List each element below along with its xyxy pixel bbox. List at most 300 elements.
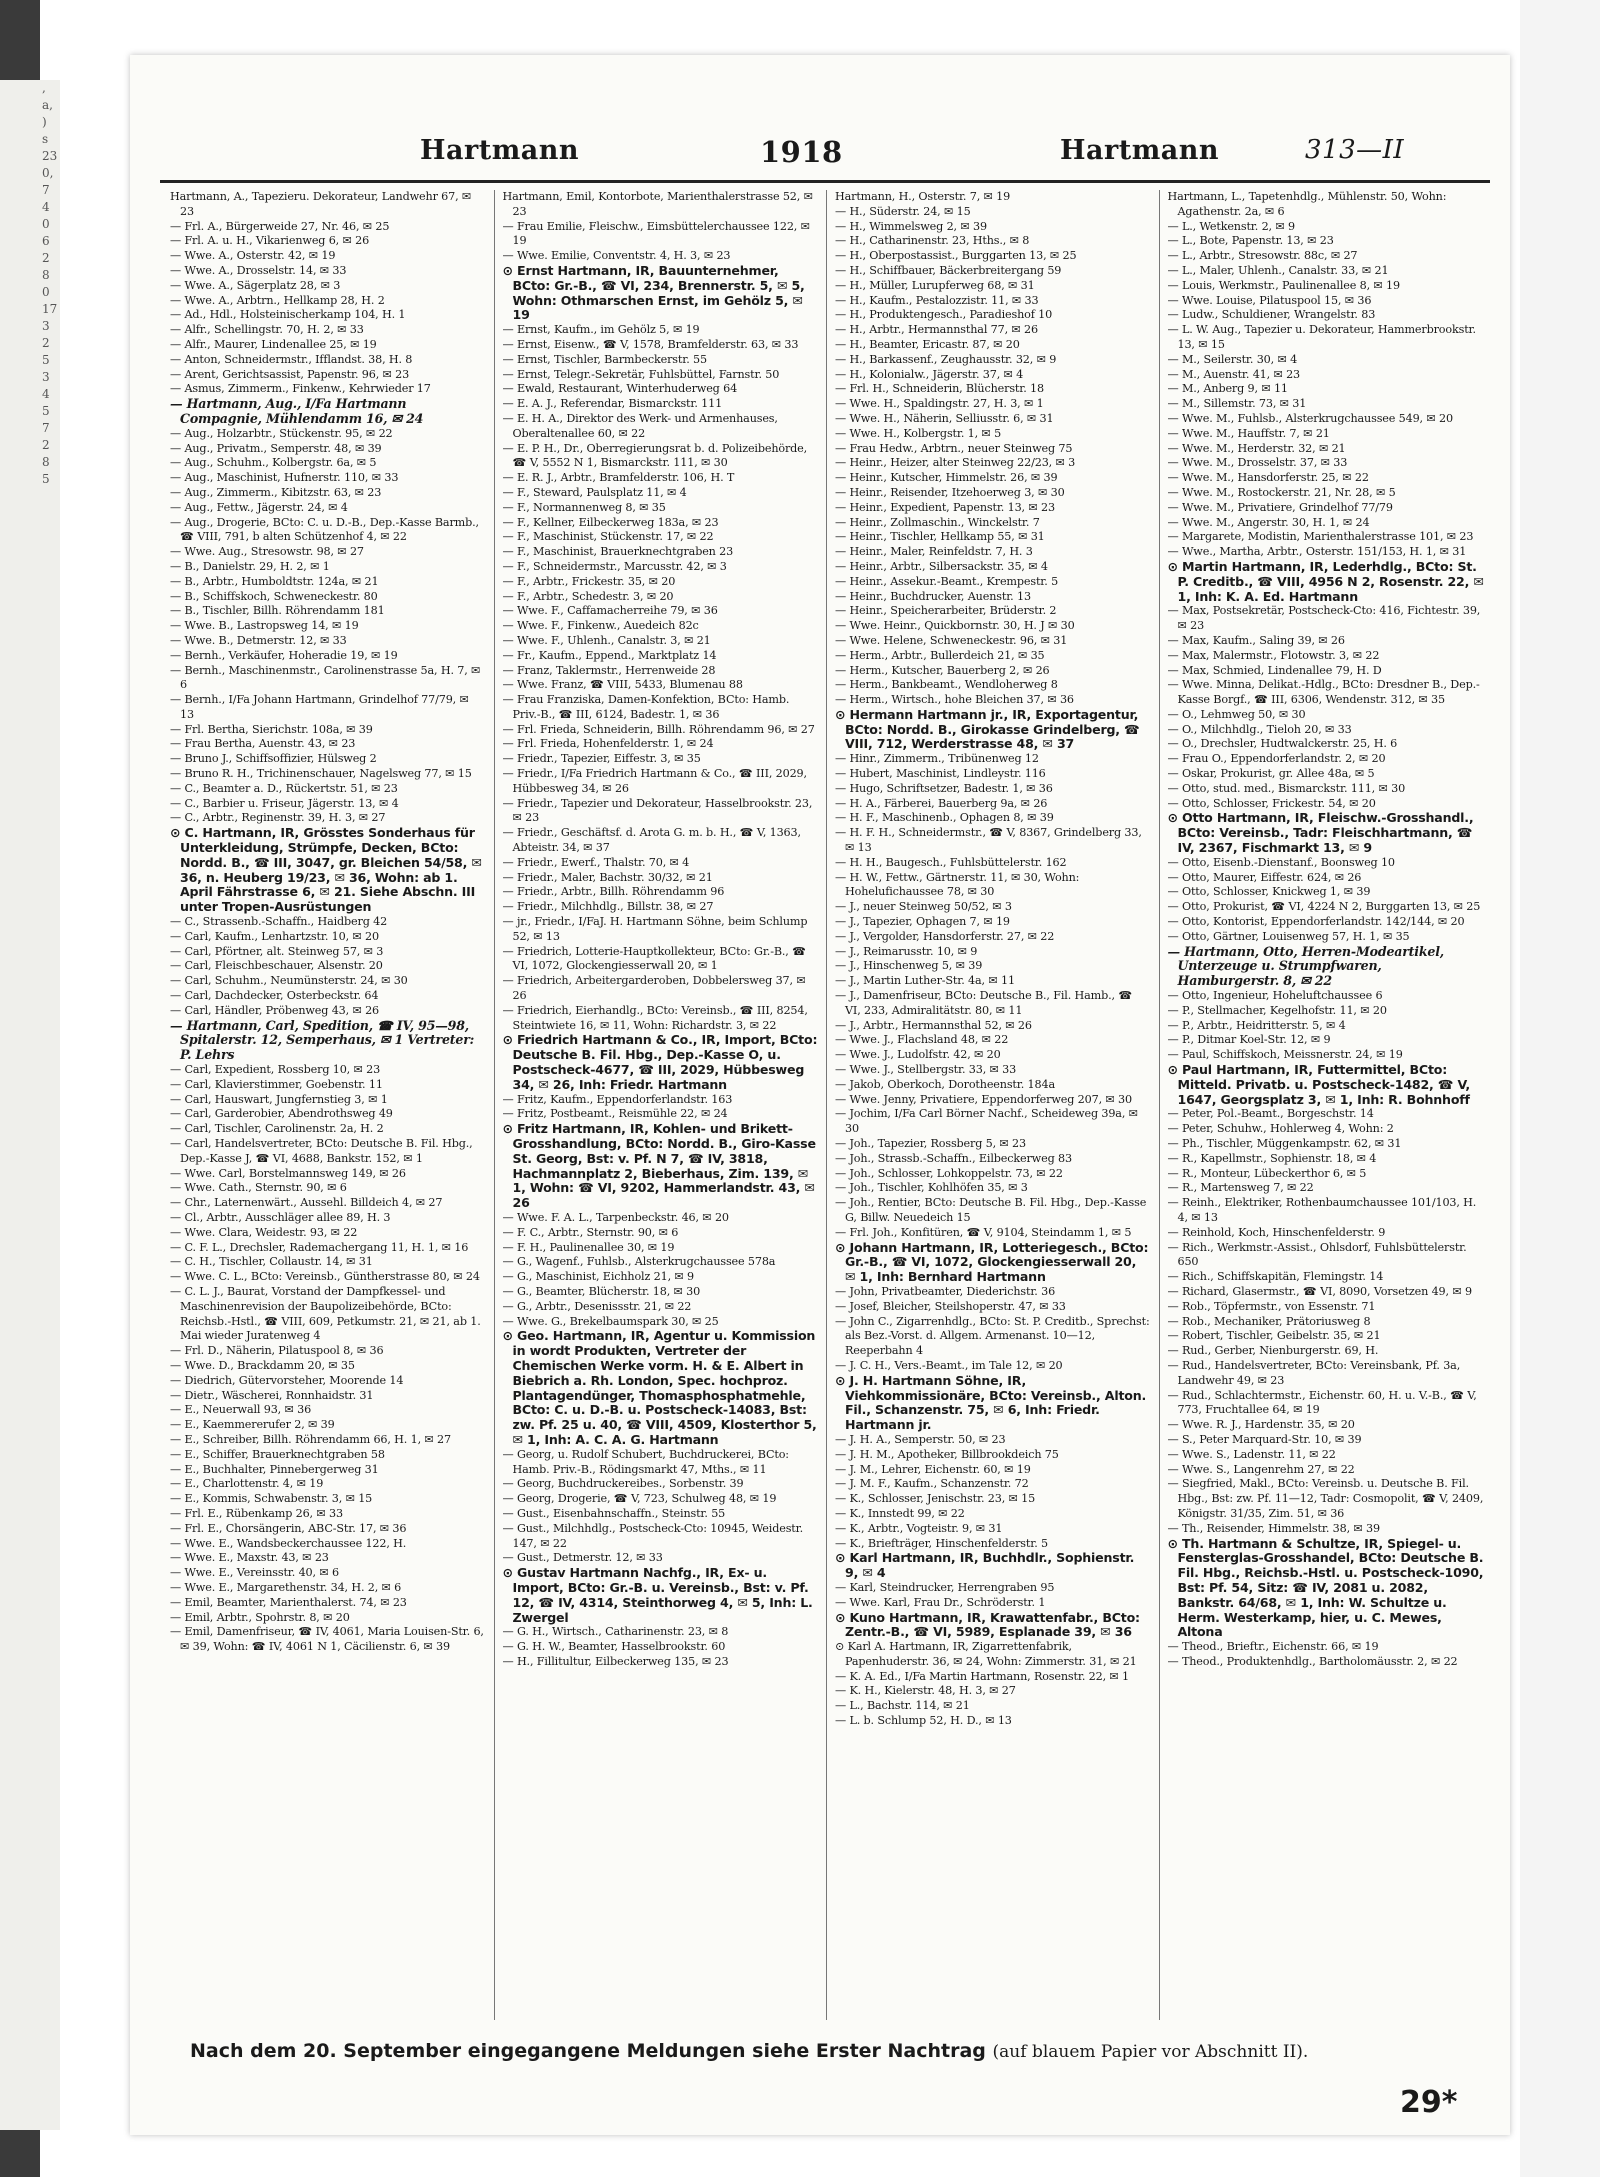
- facing-page-fragment: 5: [42, 472, 50, 486]
- directory-entry: ⊙ Kuno Hartmann, IR, Krawattenfabr., BCto: Zentr.-B., ☎ VI, 5989, Esplanade 39, ✉ 36: [835, 1609, 1140, 1640]
- directory-entry: — Wwe. B., Lastropsweg 14, ✉ 19: [170, 619, 359, 633]
- directory-entry: — Friedr., I/Fa Friedrich Hartmann & Co., ☎ III, 2029, Hübbesweg 34, ✉ 26: [502, 767, 807, 795]
- directory-entry: — Wwe. Helene, Schweneckestr. 96, ✉ 31: [835, 633, 1068, 647]
- directory-entry: — Wwe. Franz, ☎ VIII, 5433, Blumenau 88: [502, 678, 743, 692]
- directory-entry: ⊙ Fritz Hartmann, IR, Kohlen- und Brikett-Grosshandlung, BCto: Nordd. B., Giro-Kasse St. Georg, Bst: v. Pf. N 7, ☎ IV, 3818, Hachmannplatz 2, Bieberhaus, Zim. 139, ✉ 1, Wohn: ☎ VI, 9202, Hammerlandstr. 43, ✉ 26: [502, 1121, 816, 1211]
- directory-entry: — Ad., Hdl., Holsteinischerkamp 104, H. 1: [170, 308, 406, 322]
- directory-entry: — C., Beamter a. D., Rückertstr. 51, ✉ 23: [170, 781, 398, 795]
- directory-entry: — L., Bote, Papenstr. 13, ✉ 23: [1167, 234, 1334, 248]
- directory-entry: — Wwe. F., Uhlenh., Canalstr. 3, ✉ 21: [502, 633, 711, 647]
- directory-entry: — Heinr., Expedient, Papenstr. 13, ✉ 23: [835, 500, 1055, 514]
- directory-entry: — Wwe. Heinr., Quickbornstr. 30, H. J ✉ 30: [835, 619, 1075, 633]
- facing-page-fragment: a,: [42, 98, 53, 112]
- footer-notice-text: Nach dem 20. September eingegangene Meldungen siehe Erster Nachtrag: [190, 2040, 986, 2062]
- directory-entry: — Margarete, Modistin, Marienthalerstrasse 101, ✉ 23: [1167, 530, 1474, 544]
- directory-entry: — Aug., Fettw., Jägerstr. 24, ✉ 4: [170, 500, 348, 514]
- directory-entry: — E. A. J., Referendar, Bismarckstr. 111: [502, 397, 723, 411]
- directory-entry: — H., Arbtr., Hermannsthal 77, ✉ 26: [835, 323, 1038, 337]
- directory-entry: — Franz, Taklermstr., Herrenweide 28: [502, 663, 716, 677]
- directory-entry: — Ernst, Eisenw., ☎ V, 1578, Bramfelderstr. 63, ✉ 33: [502, 337, 799, 351]
- directory-entry: — Wwe. M., Privatiere, Grindelhof 77/79: [1167, 500, 1393, 514]
- directory-entry: — Heinr., Zollmaschin., Winckelstr. 7: [835, 515, 1040, 529]
- directory-entry: — P., Stellmacher, Kegelhofstr. 11, ✉ 20: [1167, 1003, 1387, 1017]
- directory-entry: — Theod., Produktenhdlg., Bartholomäusstr. 2, ✉ 22: [1167, 1654, 1458, 1668]
- directory-entry: — Heinr., Heizer, alter Steinweg 22/23, ✉ 3: [835, 456, 1076, 470]
- directory-entry: — J., Hinschenweg 5, ✉ 39: [835, 959, 983, 973]
- directory-entry: — M., Sillemstr. 73, ✉ 31: [1167, 397, 1307, 411]
- directory-entry: — Otto, stud. med., Bismarckstr. 111, ✉ 30: [1167, 781, 1406, 795]
- directory-entry: — Bernh., Verkäufer, Hoheradie 19, ✉ 19: [170, 648, 398, 662]
- directory-entry: — Fritz, Kaufm., Eppendorferlandstr. 163: [502, 1092, 733, 1106]
- directory-entry: — Wwe. F. A. L., Tarpenbeckstr. 46, ✉ 20: [502, 1210, 729, 1224]
- directory-entry: — Max, Malermstr., Flotowstr. 3, ✉ 22: [1167, 648, 1380, 662]
- facing-page-fragment: ): [42, 115, 47, 129]
- directory-entry: — Frau Hedw., Arbtrn., neuer Steinweg 75: [835, 441, 1073, 455]
- directory-entry: — Carl, Händler, Pröbenweg 43, ✉ 26: [170, 1003, 380, 1017]
- directory-entry: — R., Kapellmstr., Sophienstr. 18, ✉ 4: [1167, 1151, 1377, 1165]
- directory-entry: — Rob., Mechaniker, Prätoriusweg 8: [1167, 1314, 1371, 1328]
- directory-entry: — H., Süderstr. 24, ✉ 15: [835, 204, 971, 218]
- directory-entry: — Aug., Drogerie, BCto: C. u. D.-B., Dep.-Kasse Barmb., ☎ VIII, 791, b alten Schützenhof 4, ✉ 22: [170, 515, 479, 544]
- directory-entry: — jr., Friedr., I/FaJ. H. Hartmann Söhne, beim Schlump 52, ✉ 13: [502, 915, 808, 943]
- directory-entry: — Wwe. S., Ladenstr. 11, ✉ 22: [1167, 1447, 1336, 1461]
- directory-entry: ⊙ Karl Hartmann, IR, Buchhdlr., Sophienstr. 9, ✉ 4: [835, 1550, 1135, 1581]
- directory-entry: — E., Neuerwall 93, ✉ 36: [170, 1403, 312, 1417]
- facing-page-fragment: 0,: [42, 166, 54, 180]
- directory-entry: — Otto, Prokurist, ☎ VI, 4224 N 2, Burggarten 13, ✉ 25: [1167, 900, 1481, 914]
- header-rule: [160, 180, 1490, 183]
- directory-entry: — Friedrich, Eierhandlg., BCto: Vereinsb., ☎ III, 8254, Steintwiete 16, ✉ 11, Wohn: Richardstr. 3, ✉ 22: [502, 1003, 808, 1032]
- directory-entry: — Frl. D., Näherin, Pilatuspool 8, ✉ 36: [170, 1344, 384, 1358]
- facing-page-fragment: s: [42, 132, 49, 146]
- directory-entry: — F., Schneidermstr., Marcusstr. 42, ✉ 3: [502, 559, 727, 573]
- directory-entry: — Otto, Ingenieur, Hoheluftchaussee 6: [1167, 989, 1383, 1003]
- directory-entry: — Wwe. M., Herderstr. 32, ✉ 21: [1167, 441, 1346, 455]
- directory-entry: — K., Arbtr., Vogteistr. 9, ✉ 31: [835, 1521, 1003, 1535]
- directory-entry: — J. M. F., Kaufm., Schanzenstr. 72: [835, 1477, 1029, 1491]
- directory-entry: — H., Kolonialw., Jägerstr. 37, ✉ 4: [835, 367, 1024, 381]
- directory-entry: — B., Arbtr., Humboldtstr. 124a, ✉ 21: [170, 574, 379, 588]
- directory-entry: — Siegfried, Makl., BCto: Vereinsb. u. Deutsche B. Fil. Hbg., Bst: zw. Pf. 11—12, Tadr: Cosmopolit, ☎ V, 2409, Königstr. 31/35, Zim. 51, ✉ 36: [1167, 1477, 1484, 1520]
- directory-entry: — Bernh., Maschinenmstr., Carolinenstrasse 5a, H. 7, ✉ 6: [170, 663, 481, 692]
- directory-entry: — Arent, Gerichtsassist, Papenstr. 96, ✉ 23: [170, 367, 410, 381]
- facing-page-fragment: 8: [42, 455, 50, 469]
- directory-entry: — Aug., Holzarbtr., Stückenstr. 95, ✉ 22: [170, 426, 393, 440]
- directory-entry: — Carl, Expedient, Rossberg 10, ✉ 23: [170, 1063, 381, 1077]
- directory-entry: — Cl., Arbtr., Ausschläger allee 89, H. 3: [170, 1210, 391, 1224]
- facing-page-fragment: 17: [42, 302, 58, 316]
- directory-entry: — Hinr., Zimmerm., Tribünenweg 12: [835, 752, 1039, 766]
- directory-entry: — Louis, Werkmstr., Paulinenallee 8, ✉ 19: [1167, 278, 1400, 292]
- directory-entry: — Max, Kaufm., Saling 39, ✉ 26: [1167, 633, 1345, 647]
- directory-entry: — Peter, Pol.-Beamt., Borgeschstr. 14: [1167, 1107, 1374, 1121]
- directory-entry: — Frl. E., Chorsängerin, ABC-Str. 17, ✉ 36: [170, 1521, 407, 1535]
- directory-entry: — Chr., Laternenwärt., Aussehl. Billdeich 4, ✉ 27: [170, 1196, 443, 1210]
- directory-entry: — E. H. A., Direktor des Werk- und Armenhauses, Oberaltenallee 60, ✉ 22: [502, 411, 778, 440]
- column-4: [1160, 190, 1493, 2020]
- directory-entry: — Friedr., Arbtr., Billh. Röhrendamm 96: [502, 885, 725, 899]
- directory-entry: — Friedrich, Lotterie-Hauptkollekteur, BCto: Gr.-B., ☎ VI, 1072, Glockengiesserwall 20, ✉ 1: [502, 944, 806, 973]
- directory-entry: — Karl, Steindrucker, Herrengraben 95: [835, 1580, 1055, 1594]
- directory-entry: — Wwe. H., Kolbergstr. 1, ✉ 5: [835, 426, 1002, 440]
- footer-notice: [190, 2040, 1490, 2070]
- directory-entry: — E., Charlottenstr. 4, ✉ 19: [170, 1477, 324, 1491]
- facing-page-edge: [0, 80, 60, 2130]
- directory-entry: — Gust., Milchhdlg., Postscheck-Cto: 10945, Weidestr. 147, ✉ 22: [502, 1521, 804, 1550]
- directory-entry: — F. H., Paulinenallee 30, ✉ 19: [502, 1240, 675, 1254]
- directory-entry: — Wwe. M., Rostockerstr. 21, Nr. 28, ✉ 5: [1167, 485, 1396, 499]
- directory-entry: — Josef, Bleicher, Steilshoperstr. 47, ✉ 33: [835, 1299, 1066, 1313]
- directory-entry: — Heinr., Arbtr., Silbersackstr. 35, ✉ 4: [835, 559, 1048, 573]
- directory-entry: — H., Müller, Lurupferweg 68, ✉ 31: [835, 278, 1035, 292]
- directory-entry: — Carl, Tischler, Carolinenstr. 2a, H. 2: [170, 1122, 384, 1136]
- directory-entry: Hartmann, Emil, Kontorbote, Marienthalerstrasse 52, ✉ 23: [502, 190, 813, 218]
- directory-page: [130, 55, 1510, 2135]
- directory-entry: — B., Tischler, Billh. Röhrendamm 181: [170, 604, 385, 618]
- directory-entry: — Joh., Rentier, BCto: Deutsche B. Fil. Hbg., Dep.-Kasse G, Billw. Neuedeich 15: [835, 1196, 1147, 1224]
- directory-entry: ⊙ Geo. Hartmann, IR, Agentur u. Kommission in wordt Produkten, Vertreter der Chemischen Werke vorm. H. & E. Albert in Biebrich a. Rh. London, Spec. hochproz. Plantagendünger, Thomasphosphatmehle, BCto: C. u. D.-B. u. Postscheck-14083, Bst: zw. Pf. 25 u. 40, ☎ VIII, 4509, Klosterthor 5, ✉ 1, Inh: A. C. A. G. Hartmann: [502, 1328, 817, 1447]
- directory-entry: — Bruno R. H., Trichinenschauer, Nagelsweg 77, ✉ 15: [170, 767, 472, 781]
- directory-entry: — Friedr., Milchhdlg., Billstr. 38, ✉ 27: [502, 900, 714, 914]
- directory-entry: — Heinr., Assekur.-Beamt., Krempestr. 5: [835, 574, 1059, 588]
- directory-entry: — C. L. J., Baurat, Vorstand der Dampfkessel- und Maschinenrevision der Baupolizeibehörde, BCto: Reichsb.-Hstl., ☎ VIII, 609, Petkumstr. 21, ✉ 21, ab 1. Mai wieder Juratenweg 4: [170, 1284, 481, 1343]
- directory-entry: — Ludw., Schuldiener, Wrangelstr. 83: [1167, 308, 1376, 322]
- header-right-name: Hartmann: [1060, 135, 1220, 166]
- facing-page-fragment: 3: [42, 370, 50, 384]
- directory-entry: — Wwe. F., Finkenw., Auedeich 82c: [502, 619, 699, 633]
- facing-page-fragment: 2: [42, 251, 50, 265]
- directory-entry: — John, Privatbeamter, Diederichstr. 36: [835, 1284, 1056, 1298]
- directory-entry: — O., Drechsler, Hudtwalckerstr. 25, H. 6: [1167, 737, 1398, 751]
- directory-entry: — Th., Reisender, Himmelstr. 38, ✉ 39: [1167, 1521, 1380, 1535]
- directory-entry: — Heinr., Speicherarbeiter, Brüderstr. 2: [835, 604, 1057, 618]
- directory-entry: — Friedr., Maler, Bachstr. 30/32, ✉ 21: [502, 870, 713, 884]
- directory-entry: — K. A. Ed., I/Fa Martin Hartmann, Rosenstr. 22, ✉ 1: [835, 1669, 1129, 1683]
- directory-entry: — J., Reimarusstr. 10, ✉ 9: [835, 944, 978, 958]
- directory-entry: — Rud., Handelsvertreter, BCto: Vereinsbank, Pf. 3a, Landwehr 49, ✉ 23: [1167, 1358, 1461, 1387]
- facing-page-fragment: 2: [42, 336, 50, 350]
- directory-entry: — Heinr., Kutscher, Himmelstr. 26, ✉ 39: [835, 471, 1058, 485]
- directory-entry: ⊙ Hermann Hartmann jr., IR, Exportagentur, BCto: Nordd. B., Girokasse Grindelberg, ☎ VIII, 712, Werderstrasse 48, ✉ 37: [835, 706, 1140, 752]
- directory-entry: — Rich., Werkmstr.-Assist., Ohlsdorf, Fuhlsbüttelerstr. 650: [1167, 1240, 1467, 1269]
- directory-entry: — Wwe. M., Hauffstr. 7, ✉ 21: [1167, 426, 1330, 440]
- directory-entry: — Herm., Bankbeamt., Wendloherweg 8: [835, 678, 1058, 692]
- directory-entry: — F. C., Arbtr., Sternstr. 90, ✉ 6: [502, 1225, 679, 1239]
- directory-entry: — Gust., Eisenbahnschaffn., Steinstr. 55: [502, 1506, 726, 1520]
- directory-entry: — Wwe. M., Angerstr. 30, H. 1, ✉ 24: [1167, 515, 1370, 529]
- directory-entry: — E., Schreiber, Billh. Röhrendamm 66, H. 1, ✉ 27: [170, 1432, 451, 1446]
- directory-entry: — E., Schiffer, Brauerknechtgraben 58: [170, 1447, 385, 1461]
- directory-entry: — Joh., Strassb.-Schaffn., Eilbeckerweg 83: [835, 1151, 1072, 1165]
- directory-entry: — Wwe. Carl, Borstelmannsweg 149, ✉ 26: [170, 1166, 406, 1180]
- directory-entry: — Wwe. F., Caffamacherreihe 79, ✉ 36: [502, 604, 718, 618]
- directory-entry: — Ernst, Kaufm., im Gehölz 5, ✉ 19: [502, 323, 700, 337]
- directory-entry: — Wwe. S., Langenrehm 27, ✉ 22: [1167, 1462, 1355, 1476]
- directory-entry: — Heinr., Reisender, Itzehoerweg 3, ✉ 30: [835, 485, 1065, 499]
- directory-entry: — Max, Postsekretär, Postscheck-Cto: 416, Fichtestr. 39, ✉ 23: [1167, 604, 1481, 633]
- directory-entry: — Max, Schmied, Lindenallee 79, H. D: [1167, 663, 1382, 677]
- directory-entry: — Carl, Pförtner, alt. Steinweg 57, ✉ 3: [170, 944, 384, 958]
- directory-entry: — Joh., Tischler, Kohlhöfen 35, ✉ 3: [835, 1181, 1028, 1195]
- directory-entry: — L. b. Schlump 52, H. D., ✉ 13: [835, 1714, 1012, 1728]
- directory-entry: — G. H. W., Beamter, Hasselbrookstr. 60: [502, 1640, 726, 1654]
- directory-entry: — R., Martensweg 7, ✉ 22: [1167, 1181, 1314, 1195]
- directory-entry: Hartmann, H., Osterstr. 7, ✉ 19: [835, 190, 1011, 203]
- directory-entry: — Frl. Frieda, Schneiderin, Billh. Röhrendamm 96, ✉ 27: [502, 722, 815, 736]
- directory-entry: — Ernst, Telegr.-Sekretär, Fuhlsbüttel, Farnstr. 50: [502, 367, 780, 381]
- directory-entry: — B., Danielstr. 29, H. 2, ✉ 1: [170, 559, 330, 573]
- directory-entry: — Wwe. A., Osterstr. 42, ✉ 19: [170, 249, 336, 263]
- directory-entry: — Wwe. A., Arbtrn., Hellkamp 28, H. 2: [170, 293, 385, 307]
- directory-entry: — E., Kaemmererufer 2, ✉ 39: [170, 1418, 335, 1432]
- directory-entry: — Frl. Joh., Konfitüren, ☎ V, 9104, Steindamm 1, ✉ 5: [835, 1225, 1132, 1239]
- directory-entry: — Frl. E., Rübenkamp 26, ✉ 33: [170, 1506, 343, 1520]
- facing-page-fragment: 8: [42, 268, 50, 282]
- directory-entry: — Frl. H., Schneiderin, Blücherstr. 18: [835, 382, 1044, 396]
- directory-entry: — Aug., Zimmerm., Kibitzstr. 63, ✉ 23: [170, 485, 382, 499]
- directory-entry: — F., Steward, Paulsplatz 11, ✉ 4: [502, 485, 687, 499]
- directory-entry: — Hartmann, Otto, Herren-Modeartikel, Unterzeuge u. Strumpfwaren, Hamburgerstr. 8, ✉ 22: [1167, 943, 1444, 989]
- directory-entry: — Otto, Schlosser, Knickweg 1, ✉ 39: [1167, 885, 1371, 899]
- directory-entry: — Carl, Kaufm., Lenhartzstr. 10, ✉ 20: [170, 929, 379, 943]
- directory-entry: ⊙ Otto Hartmann, IR, Fleischw.-Grosshandl., BCto: Vereinsb., Tadr: Fleischhartmann, ☎ IV, 2367, Fischmarkt 13, ✉ 9: [1167, 810, 1474, 856]
- facing-page-fragment: 4: [42, 200, 50, 214]
- directory-entry: — Frau Emilie, Fleischw., Eimsbüttelerchaussee 122, ✉ 19: [502, 219, 810, 248]
- directory-entry: — Carl, Hauswart, Jungfernstieg 3, ✉ 1: [170, 1092, 388, 1106]
- scan-right-margin: [1520, 0, 1600, 2177]
- directory-entry: ⊙ C. Hartmann, IR, Grösstes Sonderhaus für Unterkleidung, Strümpfe, Decken, BCto: Nordd. B., ☎ III, 3047, gr. Bleichen 54/58, ✉ 36, n. Heuberg 19/23, ✉ 36, Wohn: ab 1. April Fährstrasse 6, ✉ 21. Siehe Abschn. III unter Tropen-Ausrüstungen: [170, 825, 482, 915]
- directory-entry: — J., Arbtr., Hermannsthal 52, ✉ 26: [835, 1018, 1032, 1032]
- directory-entry: — C. F. L., Drechsler, Rademachergang 11, H. 1, ✉ 16: [170, 1240, 469, 1254]
- directory-entry: — Wwe. Karl, Frau Dr., Schröderstr. 1: [835, 1595, 1046, 1609]
- directory-entry: — Frl. A., Bürgerweide 27, Nr. 46, ✉ 25: [170, 219, 390, 233]
- directory-entry: — Frl. Bertha, Sierichstr. 108a, ✉ 39: [170, 722, 373, 736]
- directory-entry: — Heinr., Maler, Reinfeldstr. 7, H. 3: [835, 545, 1033, 559]
- directory-entry: — Wwe. Aug., Stresowstr. 98, ✉ 27: [170, 545, 364, 559]
- directory-entry: — Ph., Tischler, Müggenkampstr. 62, ✉ 31: [1167, 1137, 1402, 1150]
- directory-entry: — Wwe. M., Hansdorferstr. 25, ✉ 22: [1167, 471, 1369, 485]
- directory-entry: — Aug., Maschinist, Hufnerstr. 110, ✉ 33: [170, 471, 399, 485]
- directory-entry: — C., Arbtr., Reginenstr. 39, H. 3, ✉ 27: [170, 811, 386, 825]
- directory-entry: — Wwe. Minna, Delikat.-Hdlg., BCto: Dresdner B., Dep.-Kasse Borgf., ☎ III, 6306, Wendenstr. 312, ✉ 35: [1167, 678, 1480, 707]
- directory-entry: — L., Arbtr., Stresowstr. 88c, ✉ 27: [1167, 249, 1358, 263]
- directory-entry: — Heinr., Tischler, Hellkamp 55, ✉ 31: [835, 530, 1045, 544]
- directory-entry: — Emil, Beamter, Marienthalerst. 74, ✉ 23: [170, 1595, 407, 1609]
- directory-entry: — Hugo, Schriftsetzer, Badestr. 1, ✉ 36: [835, 781, 1053, 795]
- directory-entry: — K., Schlosser, Jenischstr. 23, ✉ 15: [835, 1492, 1036, 1506]
- directory-entry: — John C., Zigarrenhdlg., BCto: St. P. Creditb., Sprechst: als Bez.-Vorst. d. Allgem. Armenanst. 10—12, Reeperbahn 4: [835, 1314, 1150, 1358]
- directory-entry: — F., Maschinist, Stückenstr. 17, ✉ 22: [502, 530, 714, 544]
- directory-entry: — O., Milchhdlg., Tieloh 20, ✉ 33: [1167, 722, 1352, 736]
- directory-entry: — Wwe. E., Margarethenstr. 34, H. 2, ✉ 6: [170, 1580, 402, 1594]
- directory-entry: ⊙ Martin Hartmann, IR, Lederhdlg., BCto: St. P. Creditb., ☎ VIII, 4956 N 2, Rosenstr. 22, ✉ 1, Inh: K. A. Ed. Hartmann: [1167, 558, 1484, 604]
- column-2: [495, 190, 828, 2020]
- directory-entry: — Wwe. E., Vereinsstr. 40, ✉ 6: [170, 1566, 339, 1580]
- directory-entry: — C. H., Tischler, Collaustr. 14, ✉ 31: [170, 1255, 373, 1269]
- facing-page-fragment: 7: [42, 183, 50, 197]
- header-left-name: Hartmann: [420, 135, 580, 166]
- directory-entry: — Wwe. C. L., BCto: Vereinsb., Güntherstrasse 80, ✉ 24: [170, 1270, 480, 1284]
- directory-entry: — F., Normannenweg 8, ✉ 35: [502, 500, 666, 514]
- directory-entry: ⊙ Th. Hartmann & Schultze, IR, Spiegel- u. Fensterglas-Grosshandel, BCto: Deutsche B. Fil. Hbg., Reichsb.-Hstl. u. Postscheck-1090, Bst: Pf. 54, Sitz: ☎ IV, 2081 u. 2082, Bankstr. 64/68, ✉ 1, Inh: W. Schultze u. Herm. Westerkamp, hier, u. C. Mewes, Altona: [1167, 1535, 1484, 1640]
- directory-entry: — Heinr., Buchdrucker, Auenstr. 13: [835, 589, 1031, 603]
- directory-entry: — Friedr., Tapezier und Dekorateur, Hasselbrookstr. 23, ✉ 23: [502, 796, 813, 825]
- page-number: 29*: [1400, 2085, 1458, 2120]
- directory-entry: — J., Vergolder, Hansdorferstr. 27, ✉ 22: [835, 929, 1055, 943]
- directory-entry: — Wwe. B., Detmerstr. 12, ✉ 33: [170, 633, 347, 647]
- directory-entry: — Carl, Garderobier, Abendrothsweg 49: [170, 1107, 393, 1121]
- directory-entry: — J., Martin Luther-Str. 4a, ✉ 11: [835, 974, 1015, 988]
- directory-entry: — Emil, Damenfriseur, ☎ IV, 4061, Maria Louisen-Str. 6, ✉ 39, Wohn: ☎ IV, 4061 N 1, Cäcilienstr. 6, ✉ 39: [170, 1625, 484, 1654]
- directory-entry: — E., Kommis, Schwabenstr. 3, ✉ 15: [170, 1492, 373, 1506]
- directory-entry: — L., Wetkenstr. 2, ✉ 9: [1167, 219, 1295, 233]
- directory-entry: — Wwe. Emilie, Conventstr. 4, H. 3, ✉ 23: [502, 249, 731, 263]
- directory-entry: — Wwe. H., Spaldingstr. 27, H. 3, ✉ 1: [835, 397, 1044, 411]
- directory-entry: — Friedr., Geschäftsf. d. Arota G. m. b. H., ☎ V, 1363, Abteistr. 34, ✉ 37: [502, 826, 801, 855]
- footer-note: (auf blauem Papier vor Abschnitt II).: [992, 2042, 1309, 2062]
- directory-entry: — F., Maschinist, Brauerknechtgraben 23: [502, 545, 734, 559]
- directory-entry: — J., neuer Steinweg 50/52, ✉ 3: [835, 900, 1012, 914]
- directory-entry: — Aug., Privatm., Semperstr. 48, ✉ 39: [170, 441, 382, 455]
- directory-entry: — F., Kellner, Eilbeckerweg 183a, ✉ 23: [502, 515, 719, 529]
- directory-entry: — Georg, Drogerie, ☎ V, 723, Schulweg 48, ✉ 19: [502, 1492, 777, 1506]
- directory-entry: — G., Wagenf., Fuhlsb., Alsterkrugchaussee 578a: [502, 1255, 776, 1269]
- directory-entry: — L., Bachstr. 114, ✉ 21: [835, 1699, 970, 1713]
- directory-entry: Hartmann, L., Tapetenhdlg., Mühlenstr. 50, Wohn: Agathenstr. 2a, ✉ 6: [1167, 190, 1447, 218]
- directory-entry: — H. W., Fettw., Gärtnerstr. 11, ✉ 30, Wohn: Hohelufichaussee 78, ✉ 30: [835, 870, 1080, 899]
- directory-entry: — J. C. H., Vers.-Beamt., im Tale 12, ✉ 20: [835, 1358, 1063, 1372]
- directory-entry: — Diedrich, Gütervorsteher, Moorende 14: [170, 1373, 404, 1387]
- directory-entry: — Friedrich, Arbeitergarderoben, Dobbelersweg 37, ✉ 26: [502, 974, 806, 1003]
- directory-entry: — Carl, Schuhm., Neumünsterstr. 24, ✉ 30: [170, 974, 408, 988]
- directory-entry: — Rob., Töpfermstr., von Essenstr. 71: [1167, 1299, 1376, 1313]
- directory-entry: — Alfr., Maurer, Lindenallee 25, ✉ 19: [170, 337, 377, 351]
- directory-entry: ⊙ Gustav Hartmann Nachfg., IR, Ex- u. Import, BCto: Gr.-B. u. Vereinsb., Bst: v. Pf. 12, ☎ IV, 4314, Steinthorweg 4, ✉ 5, Inh: L. Zwergel: [502, 1565, 813, 1625]
- directory-entry: ⊙ Karl A. Hartmann, IR, Zigarrettenfabrik, Papenhuderstr. 36, ✉ 24, Wohn: Zimmerstr. 31, ✉ 21: [835, 1640, 1137, 1668]
- facing-page-fragment: 7: [42, 421, 50, 435]
- directory-entry: ⊙ Friedrich Hartmann & Co., IR, Import, BCto: Deutsche B. Fil. Hbg., Dep.-Kasse O, u. Postscheck-4677, ☎ III, 2029, Hübbesweg 34, ✉ 26, Inh: Friedr. Hartmann: [502, 1032, 818, 1092]
- directory-entry: — H. H., Baugesch., Fuhlsbüttelerstr. 162: [835, 855, 1067, 869]
- directory-entry: — E., Buchhalter, Pinnebergerweg 31: [170, 1462, 379, 1476]
- directory-entry: — Georg, Buchdruckereibes., Sorbenstr. 39: [502, 1477, 744, 1491]
- directory-entry: — Emil, Arbtr., Spohrstr. 8, ✉ 20: [170, 1610, 350, 1624]
- directory-entry: — J., Tapezier, Ophagen 7, ✉ 19: [835, 915, 1010, 929]
- directory-entry: — Richard, Glasermstr., ☎ VI, 8090, Vorsetzen 49, ✉ 9: [1167, 1284, 1472, 1298]
- directory-entry: — H., Beamter, Ericastr. 87, ✉ 20: [835, 337, 1020, 351]
- directory-entry: — Otto, Gärtner, Louisenweg 57, H. 1, ✉ 35: [1167, 929, 1410, 943]
- directory-entry: — Hartmann, Carl, Spedition, ☎ IV, 95—98, Spitalerstr. 12, Semperhaus, ✉ 1 Vertreter: P. Lehrs: [170, 1017, 475, 1063]
- directory-entry: — Oskar, Prokurist, gr. Allee 48a, ✉ 5: [1167, 767, 1375, 781]
- column-3: [827, 190, 1160, 2020]
- directory-entry: — Bruno J., Schiffsoffizier, Hülsweg 2: [170, 752, 377, 766]
- directory-entry: — E. P. H., Dr., Oberregierungsrat b. d. Polizeibehörde, ☎ V, 5552 N 1, Bismarckstr. 111, ✉ 30: [502, 441, 808, 470]
- directory-entry: — Anton, Schneidermstr., Ifflandst. 38, H. 8: [170, 352, 413, 366]
- directory-entry: — Friedr., Tapezier, Eiffestr. 3, ✉ 35: [502, 752, 701, 766]
- directory-entry: — O., Lehmweg 50, ✉ 30: [1167, 707, 1306, 721]
- directory-entry: — Wwe. Cath., Sternstr. 90, ✉ 6: [170, 1181, 347, 1195]
- directory-entry: — H. A., Färberei, Bauerberg 9a, ✉ 26: [835, 796, 1048, 810]
- directory-entry: — Herm., Kutscher, Bauerberg 2, ✉ 26: [835, 663, 1050, 677]
- directory-entry: — Frau Bertha, Auenstr. 43, ✉ 23: [170, 737, 356, 751]
- directory-entry: — L. W. Aug., Tapezier u. Dekorateur, Hammerbrookstr. 13, ✉ 15: [1167, 323, 1476, 351]
- directory-entry: — Jochim, I/Fa Carl Börner Nachf., Scheideweg 39a, ✉ 30: [835, 1107, 1138, 1136]
- directory-entry: — Herm., Wirtsch., hohe Bleichen 37, ✉ 36: [835, 693, 1074, 707]
- directory-entry: — Herm., Arbtr., Bullerdeich 21, ✉ 35: [835, 648, 1045, 662]
- directory-entry: — Hartmann, Aug., I/Fa Hartmann Compagnie, Mühlendamm 16, ✉ 24: [170, 396, 424, 426]
- directory-entry: ⊙ J. H. Hartmann Söhne, IR, Viehkommissionäre, BCto: Vereinsb., Alton. Fil., Schanzenstr. 75, ✉ 6, Inh: Friedr. Hartmann jr.: [835, 1372, 1147, 1433]
- directory-entry: — G., Maschinist, Eichholz 21, ✉ 9: [502, 1270, 694, 1284]
- directory-entry: — Gust., Detmerstr. 12, ✉ 33: [502, 1551, 663, 1565]
- directory-entry: — Otto, Schlosser, Frickestr. 54, ✉ 20: [1167, 796, 1376, 810]
- directory-entry: — Wwe. M., Fuhlsb., Alsterkrugchaussee 549, ✉ 20: [1167, 411, 1453, 425]
- directory-entry: — Rud., Schlachtermstr., Eichenstr. 60, H. u. V.-B., ☎ V, 773, Fruchtallee 64, ✉ 19: [1167, 1388, 1477, 1417]
- directory-entry: — H. F. H., Schneidermstr., ☎ V, 8367, Grindelberg 33, ✉ 13: [835, 826, 1142, 855]
- directory-entry: — E. R. J., Arbtr., Bramfelderstr. 106, H. T: [502, 471, 735, 485]
- facing-page-fragment: 5: [42, 353, 50, 367]
- directory-entry: ⊙ Johann Hartmann, IR, Lotteriegesch., BCto: Gr.-B., ☎ VI, 1072, Glockengiesserwall 20, ✉ 1, Inh: Bernhard Hartmann: [835, 1239, 1149, 1285]
- directory-entry: — G., Beamter, Blücherstr. 18, ✉ 30: [502, 1284, 701, 1298]
- directory-entry: — H., Wimmelsweg 2, ✉ 39: [835, 219, 987, 233]
- directory-entry: — J., Damenfriseur, BCto: Deutsche B., Fil. Hamb., ☎ VI, 233, Admiralitätstr. 80, ✉ 11: [835, 989, 1133, 1017]
- directory-entry: — Theod., Brieftr., Eichenstr. 66, ✉ 19: [1167, 1640, 1379, 1654]
- directory-entry: — Reinh., Elektriker, Rothenbaumchaussee 101/103, H. 4, ✉ 13: [1167, 1196, 1477, 1224]
- directory-entry: — P., Arbtr., Heidritterstr. 5, ✉ 4: [1167, 1018, 1346, 1032]
- directory-entry: — Carl, Handelsvertreter, BCto: Deutsche B. Fil. Hbg., Dep.-Kasse J, ☎ VI, 4688, Bankstr. 152, ✉ 1: [170, 1137, 473, 1165]
- directory-entry: — L., Maler, Uhlenh., Canalstr. 33, ✉ 21: [1167, 263, 1389, 277]
- directory-entry: — Peter, Schuhw., Hohlerweg 4, Wohn: 2: [1167, 1122, 1394, 1136]
- directory-entry: — Rich., Schiffskapitän, Flemingstr. 14: [1167, 1270, 1384, 1284]
- directory-entry: — H., Oberpostassist., Burggarten 13, ✉ 25: [835, 249, 1077, 263]
- directory-entry: — K., Innstedt 99, ✉ 22: [835, 1506, 965, 1520]
- directory-entry: — Wwe. Jenny, Privatiere, Eppendorferweg 207, ✉ 30: [835, 1092, 1132, 1106]
- directory-entry: — Wwe. R. J., Hardenstr. 35, ✉ 20: [1167, 1418, 1355, 1432]
- directory-entry: — Fritz, Postbeamt., Reismühle 22, ✉ 24: [502, 1107, 728, 1121]
- directory-entry: — Otto, Kontorist, Eppendorferlandstr. 142/144, ✉ 20: [1167, 915, 1465, 929]
- directory-entry: — H., Kaufm., Pestalozzistr. 11, ✉ 33: [835, 293, 1039, 307]
- directory-entry: — Asmus, Zimmerm., Finkenw., Kehrwieder 17: [170, 382, 431, 396]
- directory-entry: — J. M., Lehrer, Eichenstr. 60, ✉ 19: [835, 1462, 1031, 1476]
- directory-entry: — Wwe. Clara, Weidestr. 93, ✉ 22: [170, 1225, 358, 1239]
- facing-page-fragment: 0: [42, 217, 50, 231]
- directory-entry: — J. H. A., Semperstr. 50, ✉ 23: [835, 1432, 1006, 1446]
- directory-entry: — Jakob, Oberkoch, Dorotheenstr. 184a: [835, 1077, 1055, 1091]
- directory-entry: — Fr., Kaufm., Eppend., Marktplatz 14: [502, 648, 717, 662]
- directory-entry: — K., Briefträger, Hinschenfelderstr. 5: [835, 1536, 1048, 1550]
- column-1: [162, 190, 495, 2020]
- header-page-ref: 313—II: [1305, 135, 1405, 165]
- facing-page-fragment: 23: [42, 149, 58, 163]
- directory-entry: — G., Arbtr., Desenissstr. 21, ✉ 22: [502, 1299, 692, 1313]
- directory-entry: — Joh., Tapezier, Rossberg 5, ✉ 23: [835, 1137, 1026, 1150]
- directory-entry: — Frl. A. u. H., Vikarienweg 6, ✉ 26: [170, 234, 370, 248]
- directory-entry: — Ewald, Restaurant, Winterhuderweg 64: [502, 382, 738, 396]
- directory-entry: — Carl, Klavierstimmer, Goebenstr. 11: [170, 1077, 383, 1091]
- directory-entry: — K. H., Kielerstr. 48, H. 3, ✉ 27: [835, 1684, 1016, 1698]
- directory-entry: — Frl. Frieda, Hohenfelderstr. 1, ✉ 24: [502, 737, 714, 751]
- directory-entry: — M., Auenstr. 41, ✉ 23: [1167, 367, 1301, 381]
- directory-entry: — Paul, Schiffskoch, Meissnerstr. 24, ✉ 19: [1167, 1048, 1403, 1062]
- directory-entry: — Dietr., Wäscherei, Ronnhaidstr. 31: [170, 1388, 374, 1402]
- directory-entry: — Rud., Gerber, Nienburgerstr. 69, H.: [1167, 1344, 1379, 1358]
- directory-columns: [162, 190, 1492, 2020]
- facing-page-fragment: 6: [42, 234, 50, 248]
- directory-entry: — Georg, u. Rudolf Schubert, Buchdruckerei, BCto: Hamb. Priv.-B., Rödingsmarkt 47, Mths., ✉ 11: [502, 1447, 789, 1476]
- directory-entry: — Wwe. H., Näherin, Selliusstr. 6, ✉ 31: [835, 411, 1054, 425]
- directory-entry: — Carl, Fleischbeschauer, Alsenstr. 20: [170, 959, 383, 973]
- directory-entry: — Carl, Dachdecker, Osterbeckstr. 64: [170, 989, 379, 1003]
- facing-page-fragment: 5: [42, 404, 50, 418]
- facing-page-fragment: 4: [42, 387, 50, 401]
